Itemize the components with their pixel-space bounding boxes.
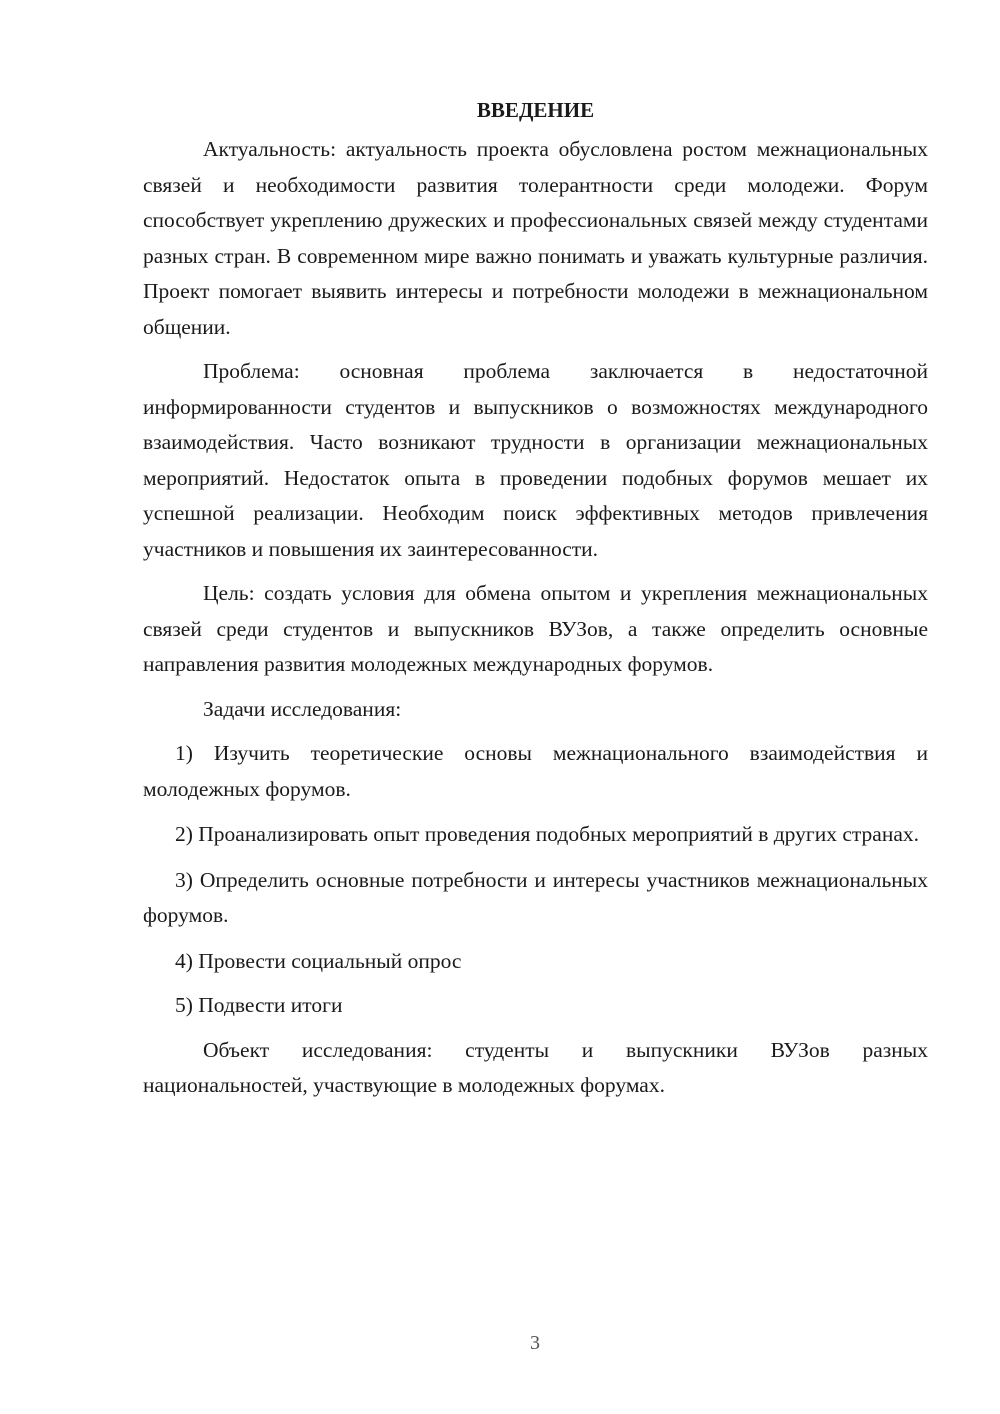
relevance-paragraph: Актуальность: актуальность проекта обусловлена ростом межнациональных связей и необходимости развития толерантности среди молодежи. Форум способствует укреплению дружеских и профессиональных связей между студентами разных стран. В современном мире важно понимать и уважать культурные различия. Проект помогает выявить интересы и потребности молодежи в межнациональном общении.: [143, 137, 928, 339]
task-item-2: 2) Проанализировать опыт проведения подобных мероприятий в других странах.: [175, 822, 919, 846]
goal-paragraph: Цель: создать условия для обмена опытом и укрепления межнациональных связей среди студентов и выпускников ВУЗов, а также определить основные направления развития молодежных международных форумов.: [143, 581, 928, 676]
document-page: [143, 92, 928, 1113]
task-item-5: 5) Подвести итоги: [175, 993, 343, 1017]
task-item-1: 1) Изучить теоретические основы межнационального взаимодействия и молодежных форумов.: [143, 741, 928, 801]
section-heading: ВВЕДЕНИЕ: [476, 98, 595, 122]
problem-paragraph: Проблема: основная проблема заключается в недостаточной информированности студентов и выпускников о возможностях международного взаимодействия. Часто возникают трудности в организации межнациональных мероприятий. Недостаток опыта в проведении подобных форумов мешает их успешной реализации. Необходим поиск эффективных методов привлечения участников и повышения их заинтересованности.: [143, 359, 928, 561]
page-number: 3: [530, 1332, 540, 1354]
tasks-title: Задачи исследования:: [203, 696, 402, 721]
task-item-4: 4) Провести социальный опрос: [175, 948, 462, 973]
object-paragraph: Объект исследования: студенты и выпускники ВУЗов разных национальностей, участвующие в молодежных форумах.: [143, 1037, 928, 1097]
tasks-list: [143, 736, 928, 1024]
task-item-3: 3) Определить основные потребности и интересы участников межнациональных форумов.: [143, 867, 928, 927]
